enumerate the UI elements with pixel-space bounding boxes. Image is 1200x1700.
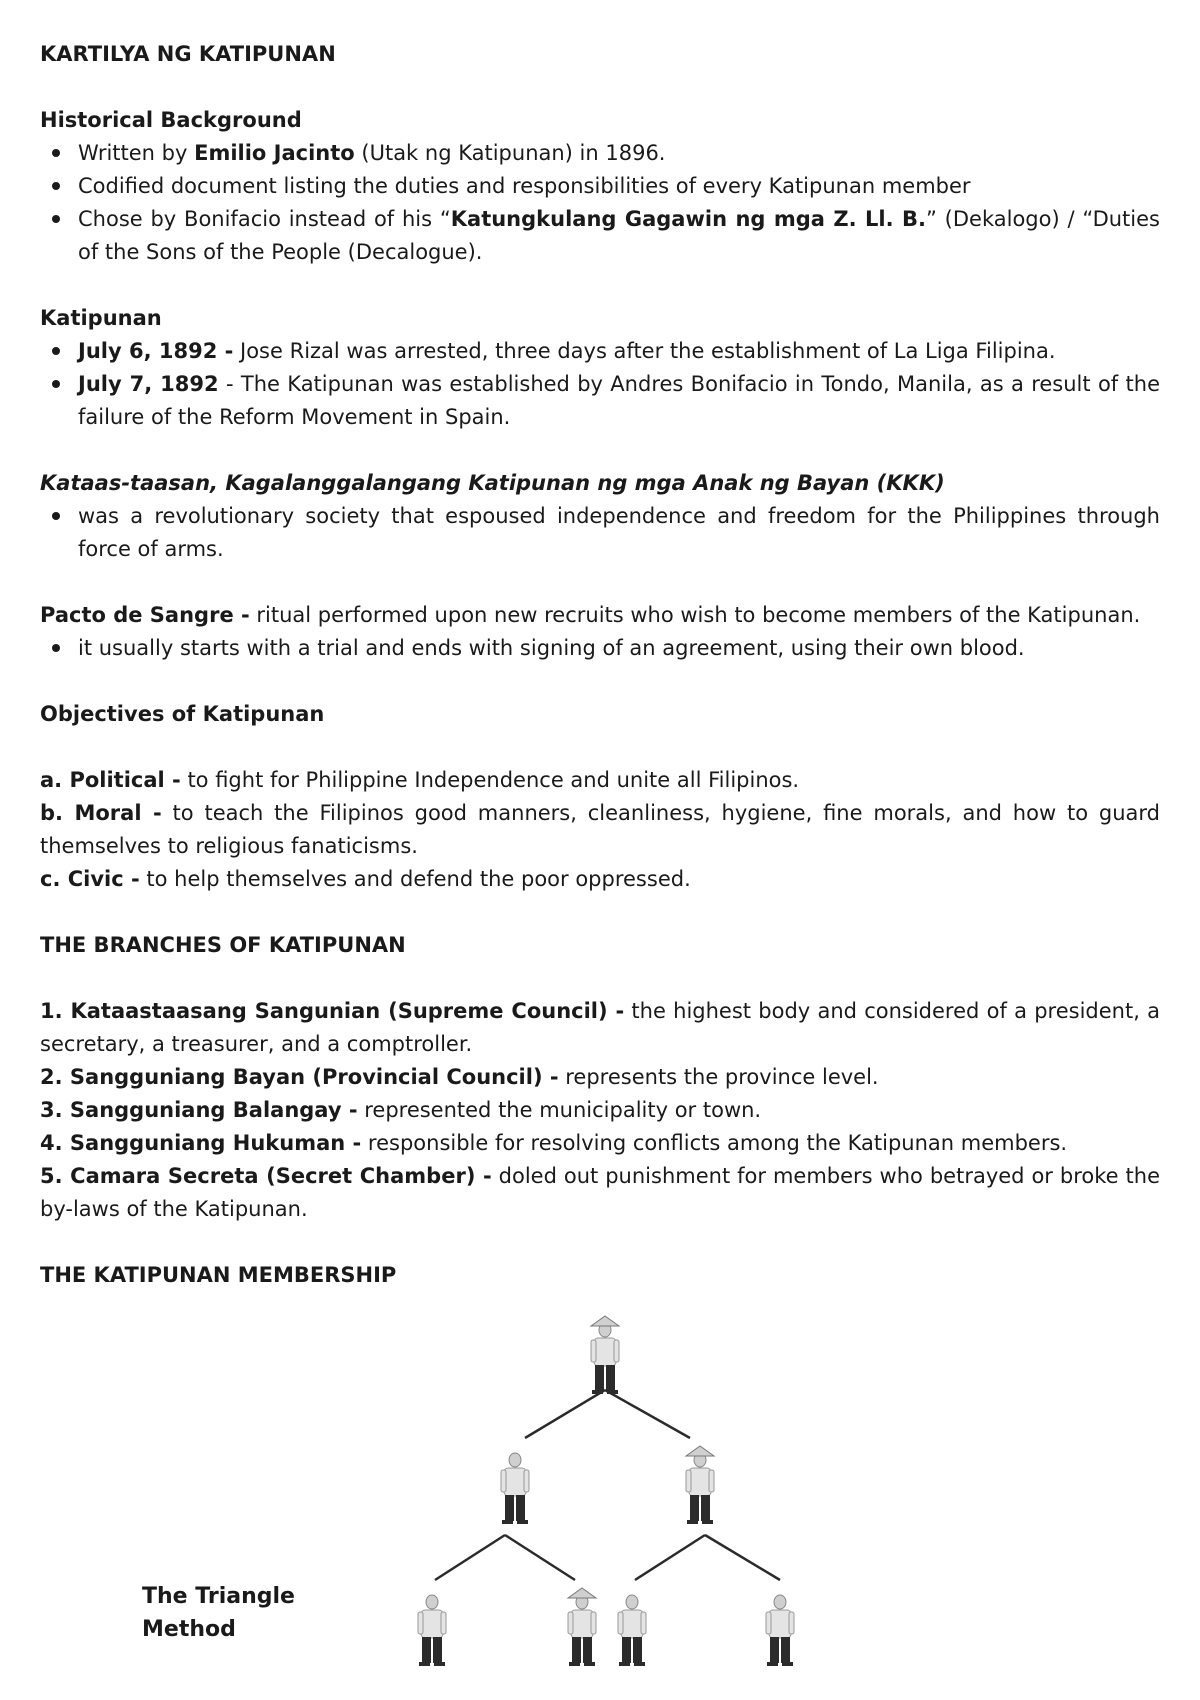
triangle-method-label: The Triangle Method — [142, 1584, 295, 1642]
member-figure — [418, 1595, 446, 1666]
historical-heading: Historical Background — [40, 108, 302, 132]
pacto-list — [40, 632, 1160, 665]
branch-item: 3. Sangguniang Balangay - represented the municipality or town. — [40, 1098, 762, 1122]
branch-item: 5. Camara Secreta (Secret Chamber) - doled out punishment for members who betrayed or broke the by-laws of the Katipunan. — [40, 1164, 1160, 1221]
kkk-list — [40, 500, 1160, 566]
member-figure — [591, 1316, 619, 1394]
branches-heading: THE BRANCHES OF KATIPUNAN — [40, 933, 406, 957]
list-item: July 7, 1892 - The Katipunan was established by Andres Bonifacio in Tondo, Manila, as a result of the failure of the Reform Movement in Spain. — [78, 368, 1160, 434]
branch-item: 1. Kataastaasang Sangunian (Supreme Council) - the highest body and considered of a president, a secretary, a treasurer, and a comptroller. — [40, 999, 1160, 1056]
pacto-definition: Pacto de Sangre - ritual performed upon new recruits who wish to become members of the Katipunan. — [40, 603, 1141, 627]
list-item: July 6, 1892 - Jose Rizal was arrested, three days after the establishment of La Liga Filipina. — [78, 335, 1160, 368]
member-figure — [501, 1453, 529, 1524]
branch-item: 2. Sangguniang Bayan (Provincial Council) - represents the province level. — [40, 1065, 879, 1089]
tree-connectors — [435, 1390, 780, 1580]
historical-list — [40, 137, 1160, 269]
list-item: Written by Emilio Jacinto (Utak ng Katipunan) in 1896. — [78, 137, 1160, 170]
document-title: KARTILYA NG KATIPUNAN — [40, 42, 336, 66]
member-figure — [766, 1595, 794, 1666]
membership-heading: THE KATIPUNAN MEMBERSHIP — [40, 1263, 397, 1287]
triangle-method-diagram — [0, 1290, 1200, 1690]
member-figure — [618, 1595, 646, 1666]
katipunan-heading: Katipunan — [40, 306, 162, 330]
objective-item: c. Civic - to help themselves and defend the poor oppressed. — [40, 867, 691, 891]
member-figure — [686, 1446, 714, 1524]
katipunan-list — [40, 335, 1160, 434]
kkk-heading: Kataas-taasan, Kagalanggalangang Katipunan ng mga Anak ng Bayan (KKK) — [40, 471, 945, 495]
list-item: it usually starts with a trial and ends with signing of an agreement, using their own blood. — [78, 632, 1160, 665]
document-page — [40, 38, 1160, 1292]
list-item: Chose by Bonifacio instead of his “Katungkulang Gagawin ng mga Z. Ll. B.” (Dekalogo) / “Duties of the Sons of the People (Decalogue). — [78, 203, 1160, 269]
list-item: Codified document listing the duties and responsibilities of every Katipunan member — [78, 170, 1160, 203]
branch-item: 4. Sangguniang Hukuman - responsible for resolving conflicts among the Katipunan members. — [40, 1131, 1068, 1155]
objectives-heading: Objectives of Katipunan — [40, 702, 325, 726]
list-item: was a revolutionary society that espoused independence and freedom for the Philippines through force of arms. — [78, 500, 1160, 566]
objective-item: a. Political - to fight for Philippine Independence and unite all Filipinos. — [40, 768, 800, 792]
member-figure — [568, 1588, 596, 1666]
objective-item: b. Moral - to teach the Filipinos good manners, cleanliness, hygiene, fine morals, and how to guard themselves to religious fanaticisms. — [40, 801, 1160, 858]
